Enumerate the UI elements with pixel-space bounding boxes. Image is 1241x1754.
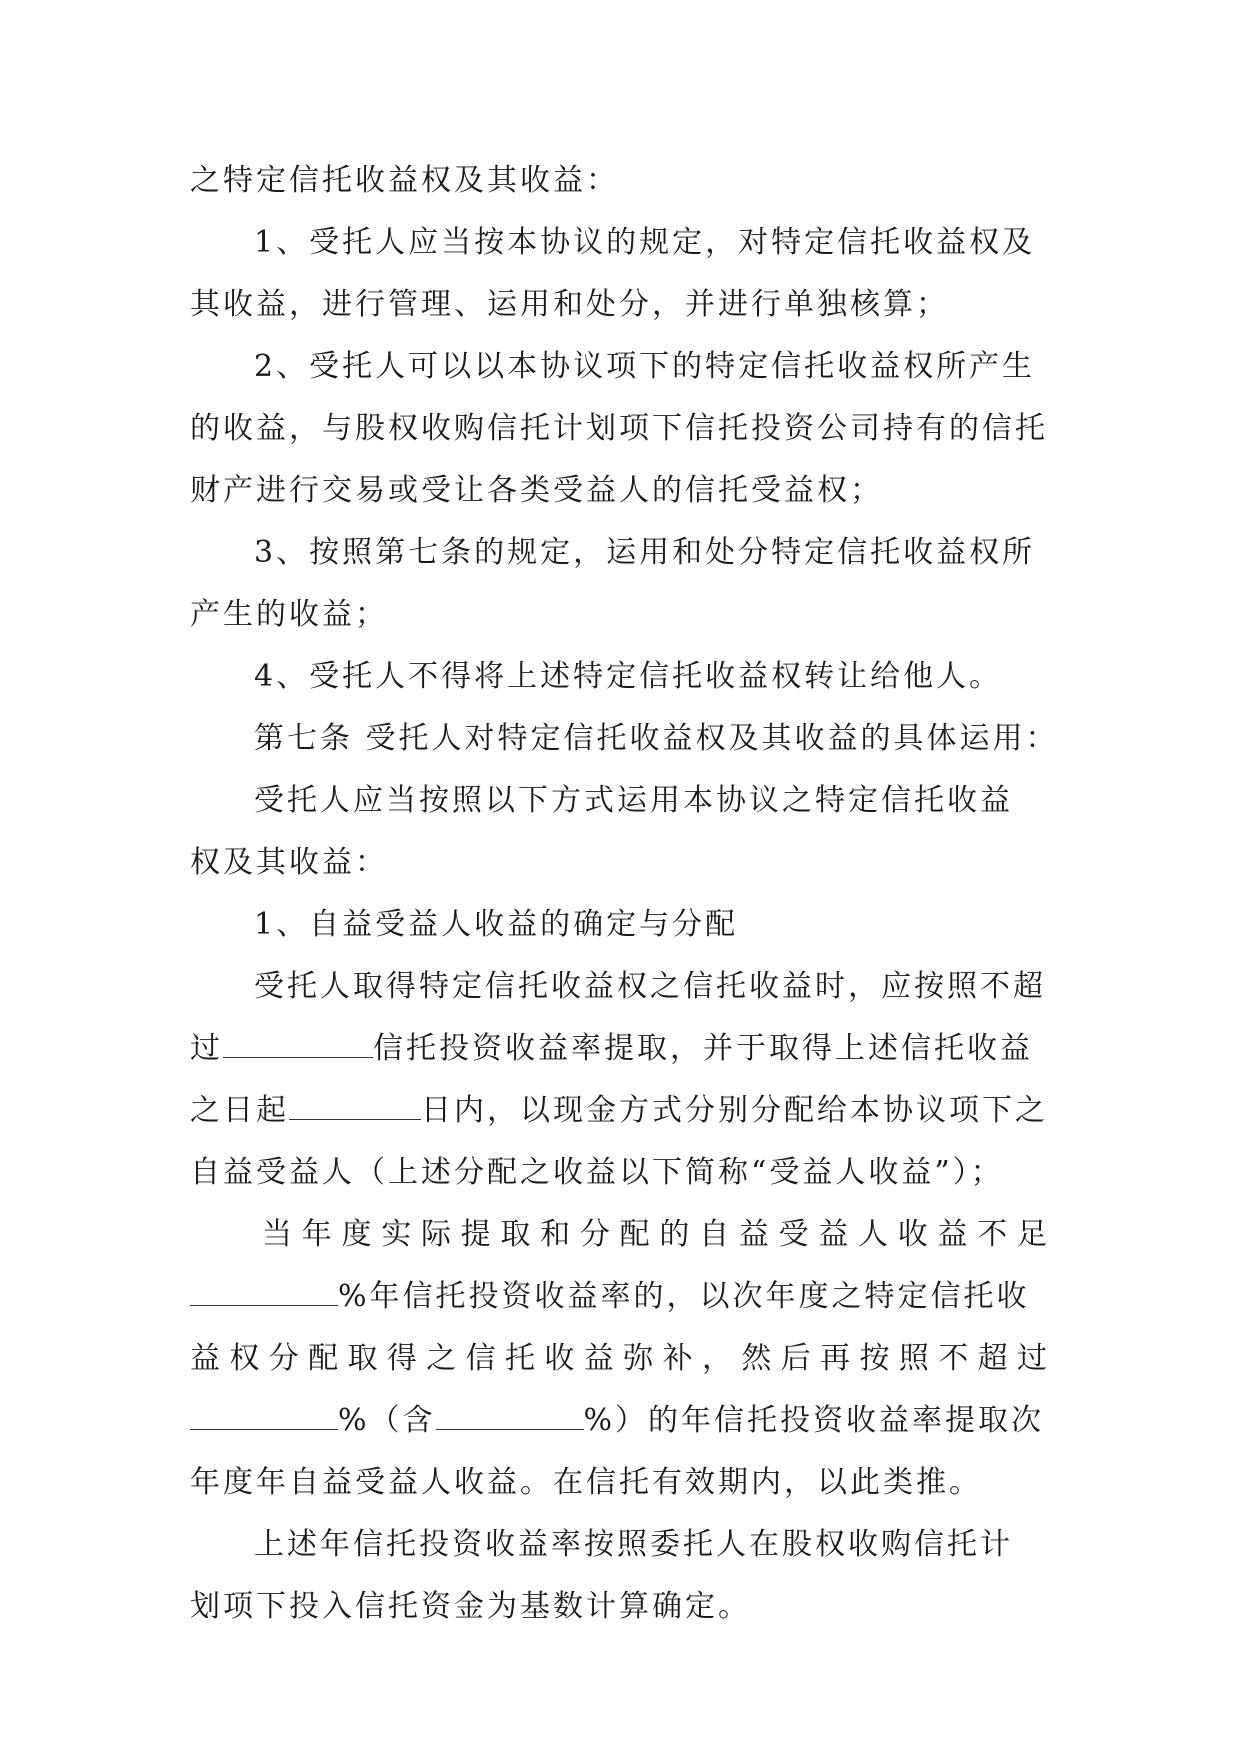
text-fragment: 信托投资收益率提取，并于取得上述信托收益 — [373, 1031, 1033, 1066]
text-fragment: 日内，以现金方式分别分配给本协议项下之 — [421, 1093, 1048, 1128]
text-line — [190, 1080, 1050, 1142]
clause-4: 4、受托人不得将上述特定信托收益权转让给他人。 — [254, 659, 1003, 694]
text-line: 财产进行交易或受让各类受益人的信托受益权； — [190, 473, 883, 508]
text-line — [190, 1018, 1050, 1080]
text-line: 上述年信托投资收益率按照委托人在股权收购信托计 — [254, 1527, 1013, 1562]
article-7-heading: 第七条 受托人对特定信托收益权及其收益的具体运用： — [254, 721, 1059, 756]
text-line: 产生的收益； — [190, 597, 388, 632]
text-fragment: %年信托投资收益率的，以次年度之特定信托收 — [338, 1279, 1030, 1314]
text-line — [190, 1390, 1050, 1452]
text-line: 之特定信托收益权及其收益： — [190, 163, 619, 198]
text-fragment: 之日起 — [190, 1093, 289, 1128]
subsection-heading: 1、自益受益人收益的确定与分配 — [254, 907, 739, 942]
text-line: 受托人取得特定信托收益权之信托收益时，应按照不超 — [254, 969, 1046, 1004]
text-fragment: 过 — [190, 1031, 223, 1066]
text-line: 受托人应当按照以下方式运用本协议之特定信托收益 — [254, 783, 1013, 818]
fill-in-blank[interactable] — [190, 1395, 338, 1430]
text-line: 当年度实际提取和分配的自益受益人收益不足 — [262, 1217, 1050, 1252]
clause-1: 1、受托人应当按本协议的规定，对特定信托收益权及 — [254, 225, 1036, 260]
fill-in-blank[interactable] — [223, 1023, 373, 1058]
text-line — [190, 1266, 1050, 1328]
fill-in-blank[interactable] — [190, 1271, 338, 1306]
text-line: 的收益，与股权收购信托计划项下信托投资公司持有的信托 — [190, 411, 1048, 446]
text-line: 权及其收益： — [190, 845, 388, 880]
fill-in-blank[interactable] — [289, 1085, 421, 1120]
clause-2: 2、受托人可以以本协议项下的特定信托收益权所产生 — [254, 349, 1036, 384]
text-fragment: %）的年信托投资收益率提取次 — [583, 1403, 1045, 1438]
fill-in-blank[interactable] — [436, 1395, 584, 1430]
text-line: 划项下投入信托资金为基数计算确定。 — [190, 1589, 751, 1624]
text-line: 其收益，进行管理、运用和处分，并进行单独核算； — [190, 287, 949, 322]
text-line: 益权分配取得之信托收益弥补，然后再按照不超过 — [190, 1341, 1050, 1376]
document-page — [190, 150, 1059, 1638]
text-fragment: %（含 — [338, 1403, 436, 1438]
text-line: 年度年自益受益人收益。在信托有效期内，以此类推。 — [190, 1465, 982, 1500]
clause-3: 3、按照第七条的规定，运用和处分特定信托收益权所 — [254, 535, 1036, 570]
text-line: 自益受益人（上述分配之收益以下简称“受益人收益”）； — [190, 1155, 1004, 1190]
